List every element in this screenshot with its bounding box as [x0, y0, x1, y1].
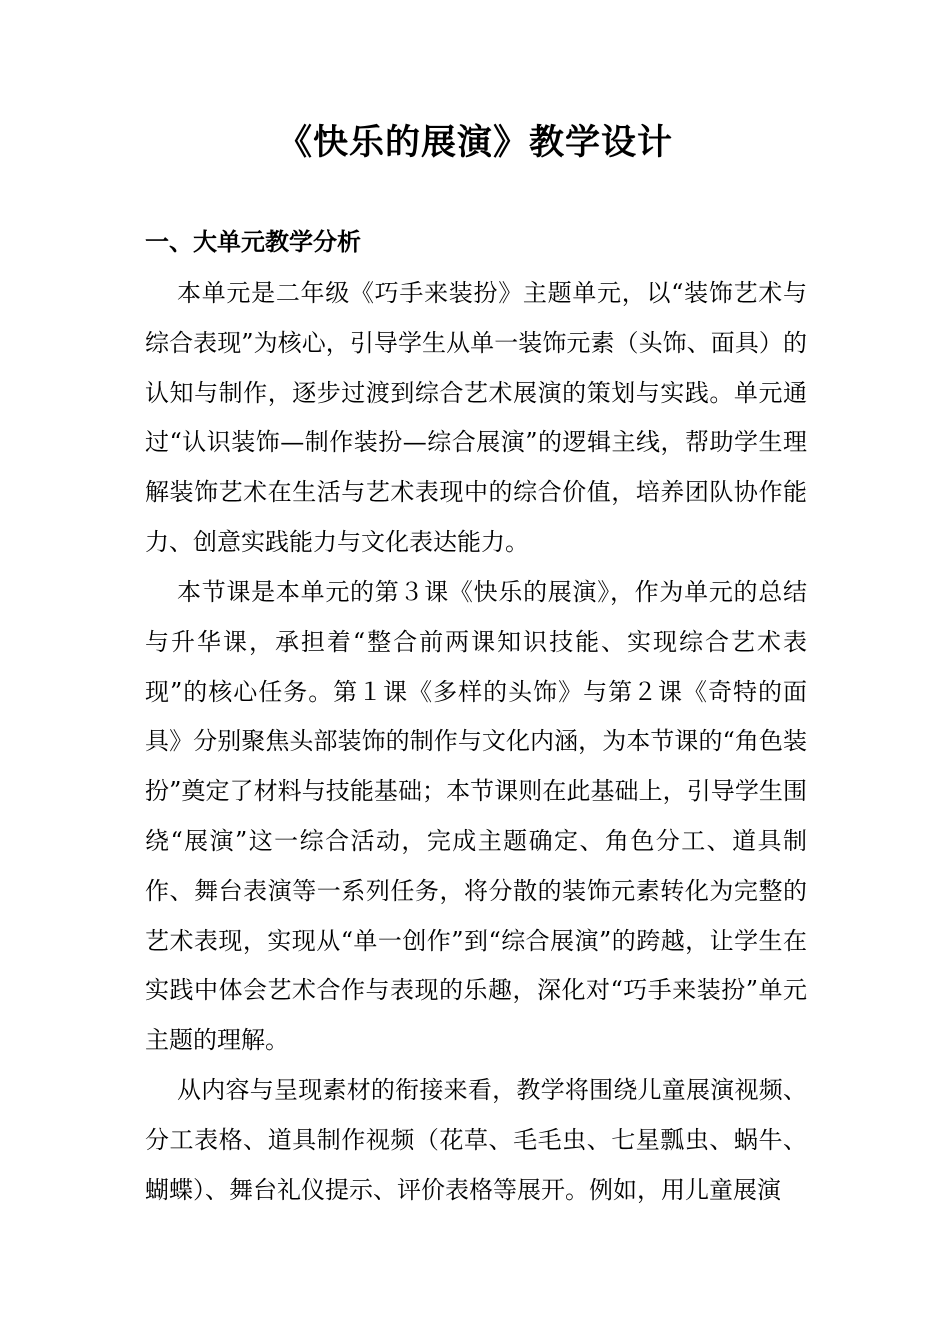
section-heading: 一、大单元教学分析 — [145, 228, 361, 256]
document-title: 《快乐的展演》教学设计 — [276, 123, 673, 163]
body-paragraph: 本节课是本单元的第３课《快乐的展演》，作为单元的总结与升华课，承担着“整合前两课知识技能、实现综合艺术表现”的核心任务。第１课《多样的头饰》与第２课《奇特的面具》分别聚焦头部装饰的制作与文化内涵，为本节课的“角色装扮”奠定了材料与技能基础；本节课则在此基础上，引导学生围绕“展演”这一综合活动，完成主题确定、角色分工、道具制作、舞台表演等一系列任务，将分散的装饰元素转化为完整的艺术表现，实现从“单一创作”到“综合展演”的跨越，让学生在实践中体会艺术合作与表现的乐趣，深化对“巧手来装扮”单元主题的理解。 — [145, 578, 807, 1055]
body-paragraph: 本单元是二年级《巧手来装扮》主题单元，以“装饰艺术与综合表现”为核心，引导学生从单一装饰元素（头饰、面具）的认知与制作，逐步过渡到综合艺术展演的策划与实践。单元通过“认识装饰—制作装扮—综合展演”的逻辑主线，帮助学生理解装饰艺术在生活与艺术表现中的综合价值，培养团队协作能力、创意实践能力与文化表达能力。 — [145, 279, 807, 556]
body-paragraph: 从内容与呈现素材的衔接来看，教学将围绕儿童展演视频、分工表格、道具制作视频（花草、毛毛虫、七星瓢虫、蜗牛、蝴蝶）、舞台礼仪提示、评价表格等展开。例如，用儿童展演 — [145, 1076, 807, 1204]
